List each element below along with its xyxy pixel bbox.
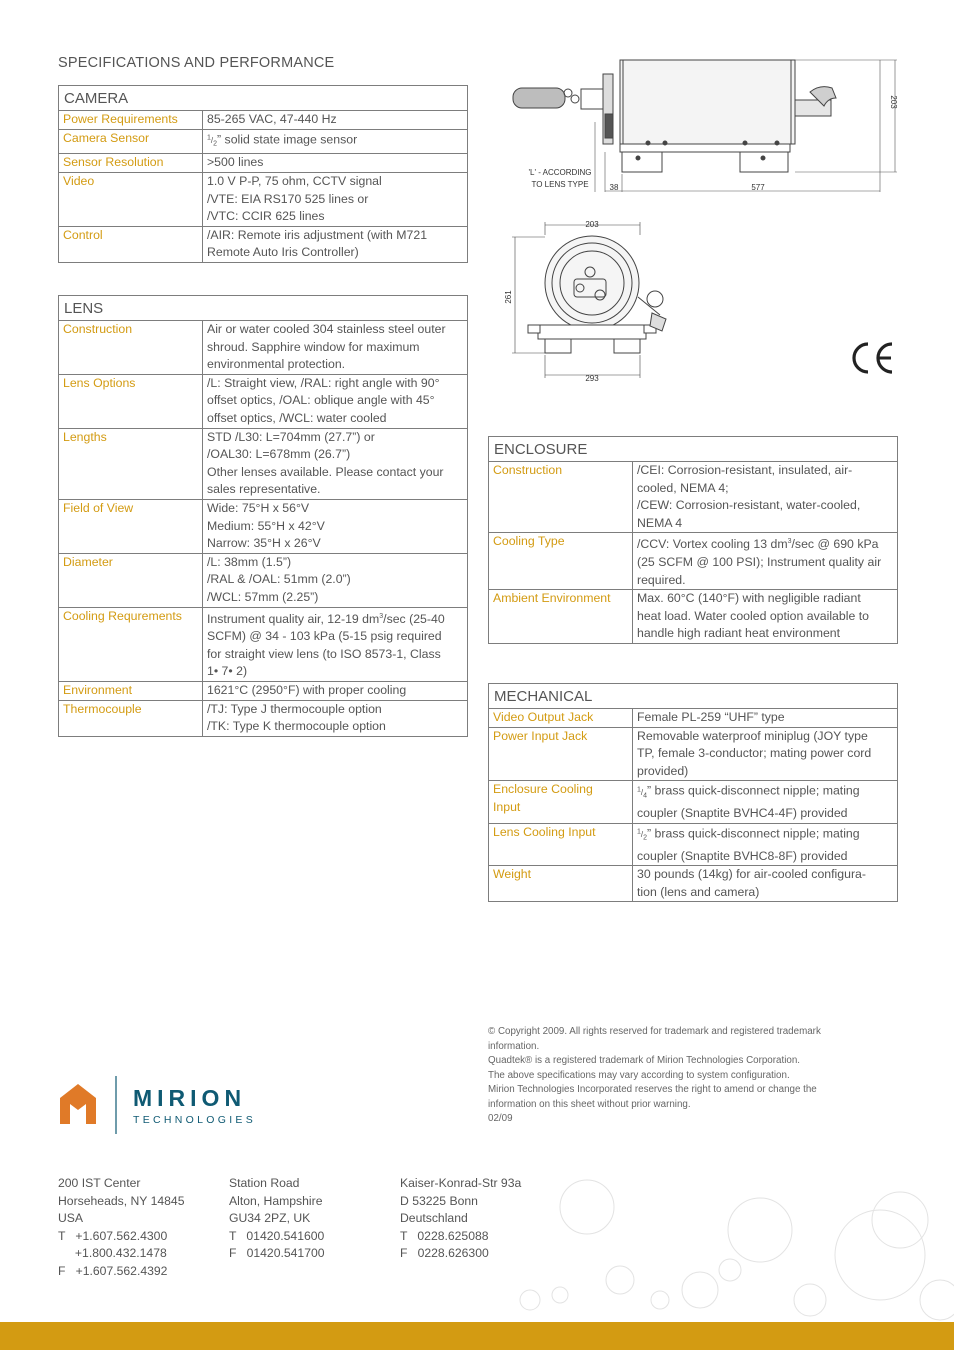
- spec-label: Lens Options: [59, 374, 203, 428]
- spec-row: [59, 374, 468, 428]
- spec-row: [489, 590, 898, 644]
- ce-mark-icon: [846, 340, 896, 376]
- spec-value: >500 lines: [203, 154, 468, 173]
- spec-value: /TJ: Type J thermocouple option /TK: Type K thermocouple option: [203, 700, 468, 736]
- spec-value: [633, 533, 898, 590]
- spec-value: /AIR: Remote iris adjustment (with M721 Remote Auto Iris Controller): [203, 226, 468, 262]
- dim-577-label: 577: [751, 183, 765, 192]
- section-title: CAMERA: [59, 86, 468, 111]
- spec-value-text: /sec (25-40 SCFM) @ 34 - 103 kPa (5-15 psig required for straight view lens (to ISO 8573-1, Class 1• 7• 2): [207, 611, 445, 679]
- spec-row: [489, 533, 898, 590]
- spec-row: [489, 781, 898, 823]
- mirion-logo: [58, 1076, 258, 1141]
- spec-label: Power Input Jack: [489, 727, 633, 781]
- base-foot: [545, 339, 571, 353]
- spec-label: Environment: [59, 681, 203, 700]
- base-foot: [614, 339, 640, 353]
- spec-row: [59, 154, 468, 173]
- address-usa: 200 IST Center Horseheads, NY 14845 USA T +1.607.562.4300 +1.800.432.1478 F +1.607.562.4392: [58, 1176, 185, 1278]
- spec-value: [203, 607, 468, 681]
- lens-type-note: 'L' - ACCORDING TO LENS TYPE: [528, 168, 592, 189]
- logo-sub: TECHNOLOGIES: [133, 1114, 257, 1126]
- lens-ring: [571, 95, 579, 103]
- spec-row: [59, 321, 468, 375]
- section-title: MECHANICAL: [489, 684, 898, 709]
- spec-value: 1621°C (2950°F) with proper cooling: [203, 681, 468, 700]
- spec-row: [59, 173, 468, 227]
- mirion-logo-icon: [60, 1084, 96, 1124]
- spec-value: [633, 781, 898, 823]
- spec-value: STD /L30: L=704mm (27.7”) or /OAL30: L=678mm (26.7”) Other lenses available. Please contact your sales representative.: [203, 428, 468, 499]
- bracket: [605, 114, 613, 138]
- spec-row: [59, 553, 468, 607]
- side-gauge: [647, 291, 663, 307]
- spec-label: Cooling Type: [489, 533, 633, 590]
- spec-label: Camera Sensor: [59, 129, 203, 154]
- spec-value: Removable waterproof miniplug (JOY type TP, female 3-conductor; mating power cord provided): [633, 727, 898, 781]
- copyright-line: Mirion Technologies Incorporated reserves the right to amend or change the information on this sheet without prior warning.: [488, 1084, 817, 1110]
- spec-row: [59, 111, 468, 130]
- spec-value: Wide: 75°H x 56°V Medium: 55°H x 42°V Narrow: 35°H x 26°V: [203, 499, 468, 553]
- spec-row: [59, 499, 468, 553]
- fraction: $^1/_2$: [637, 828, 648, 843]
- spec-row: [59, 226, 468, 262]
- superscript: 3: [379, 612, 384, 620]
- decorative-bubbles: [500, 1160, 954, 1322]
- spec-value-text: /sec @ 690 kPa (25 SCFM @ 100 PSI); Instrument quality air required.: [637, 537, 882, 587]
- dim-38-label: 38: [609, 183, 619, 192]
- spec-row: [59, 681, 468, 700]
- spec-label: Video: [59, 173, 203, 227]
- spec-value-text: ” solid state image sensor: [217, 132, 358, 147]
- copyright-line: 02/09: [488, 1113, 513, 1124]
- spec-label: Ambient Environment: [489, 590, 633, 644]
- spec-label: Construction: [59, 321, 203, 375]
- section-title: ENCLOSURE: [489, 437, 898, 462]
- spec-label: Video Output Jack: [489, 709, 633, 728]
- spec-value: 1.0 V P-P, 75 ohm, CCTV signal /VTE: EIA RS170 525 lines or /VTC: CCIR 625 lines: [203, 173, 468, 227]
- enclosure-outer-circle: [545, 236, 639, 330]
- dim-261-label: 261: [504, 290, 513, 304]
- spec-label: Control: [59, 226, 203, 262]
- fraction: $^1/_2$: [207, 134, 218, 148]
- footer-bar: [0, 1322, 954, 1350]
- spec-value-text: Instrument quality air, 12-19 dm: [207, 611, 380, 626]
- enclosure-spec-table: [488, 436, 898, 644]
- spec-value-text: ” brass quick-disconnect nipple; mating coupler (Snaptite BVHC8-8F) provided: [637, 826, 860, 863]
- spec-label: Lens Cooling Input: [489, 823, 633, 865]
- spec-row: [489, 727, 898, 781]
- spec-row: [59, 428, 468, 499]
- page-title: SPECIFICATIONS AND PERFORMANCE: [58, 55, 335, 71]
- spec-row: [59, 700, 468, 736]
- copyright-line: © Copyright 2009. All rights reserved for trademark and registered trademark information.: [488, 1026, 821, 1052]
- copyright-line: The above specifications may vary according to system configuration.: [488, 1069, 790, 1081]
- spec-row: [489, 866, 898, 902]
- enclosure-body: [620, 60, 795, 144]
- mounting-base: [538, 325, 646, 339]
- spec-row: [59, 129, 468, 154]
- dim-293-label: 293: [585, 374, 599, 383]
- section-title: LENS: [59, 296, 468, 321]
- lens-shroud: [513, 88, 565, 108]
- base-plate: [620, 144, 790, 152]
- address-germany: Kaiser-Konrad-Str 93a D 53225 Bonn Deutschland T 0228.625088 F 0228.626300: [400, 1176, 522, 1261]
- spec-label: Enclosure Cooling Input: [489, 781, 633, 823]
- spec-value: Max. 60°C (140°F) with negligible radiant heat load. Water cooled option available to handle high radiant heat environment: [633, 590, 898, 644]
- dim-203-top-label: 203: [585, 220, 599, 229]
- spec-label: Weight: [489, 866, 633, 902]
- spec-label: Lengths: [59, 428, 203, 499]
- spec-value: /L: Straight view, /RAL: right angle with 90° offset optics, /OAL: oblique angle with 45° offset optics, /WCL: water cooled: [203, 374, 468, 428]
- spec-row: [59, 607, 468, 681]
- spec-value: /CEI: Corrosion-resistant, insulated, air- cooled, NEMA 4; /CEW: Corrosion-resistant, water-cooled, NEMA 4: [633, 462, 898, 533]
- spec-value-text: /CCV: Vortex cooling 13 dm: [637, 537, 788, 552]
- spec-value: Female PL-259 “UHF” type: [633, 709, 898, 728]
- lens-adapter: [581, 89, 603, 109]
- dim-203-side-label: 203: [889, 95, 898, 109]
- address-uk: Station Road Alton, Hampshire GU34 2PZ, UK T 01420.541600 F 01420.541700: [229, 1176, 325, 1261]
- spec-row: [489, 823, 898, 865]
- lens-ring: [564, 89, 572, 97]
- spec-row: [489, 709, 898, 728]
- spec-value: Air or water cooled 304 stainless steel outer shroud. Sapphire window for maximum environmental protection.: [203, 321, 468, 375]
- copyright-line: Quadtek® is a registered trademark of Mirion Technologies Corporation.: [488, 1055, 800, 1066]
- spec-row: [489, 462, 898, 533]
- superscript: 3: [787, 538, 792, 546]
- spec-label: Construction: [489, 462, 633, 533]
- spec-value-text: ” brass quick-disconnect nipple; mating coupler (Snaptite BVHC4-4F) provided: [637, 784, 860, 821]
- fraction: $^1/_4$: [637, 786, 648, 800]
- spec-value: [203, 129, 468, 154]
- spec-label: Power Requirements: [59, 111, 203, 130]
- mechanical-spec-table: [488, 683, 898, 902]
- spec-label: Field of View: [59, 499, 203, 553]
- logo-name: MIRION: [133, 1085, 247, 1111]
- side-view-diagram: [505, 52, 905, 197]
- spec-label: Diameter: [59, 553, 203, 607]
- spec-label: Thermocouple: [59, 700, 203, 736]
- spec-value: 30 pounds (14kg) for air-cooled configura- tion (lens and camera): [633, 866, 898, 902]
- spec-value: /L: 38mm (1.5”) /RAL & /OAL: 51mm (2.0”) /WCL: 57mm (2.25”): [203, 553, 468, 607]
- base-foot: [740, 152, 788, 172]
- copyright-notice: [488, 1025, 868, 1127]
- camera-spec-table: [58, 85, 468, 263]
- spec-value: 85-265 VAC, 47-440 Hz: [203, 111, 468, 130]
- front-view-diagram: [500, 215, 685, 385]
- spec-value: [633, 823, 898, 865]
- base-foot: [622, 152, 662, 172]
- lens-spec-table: [58, 295, 468, 737]
- spec-label: Sensor Resolution: [59, 154, 203, 173]
- spec-label: Cooling Requrements: [59, 607, 203, 681]
